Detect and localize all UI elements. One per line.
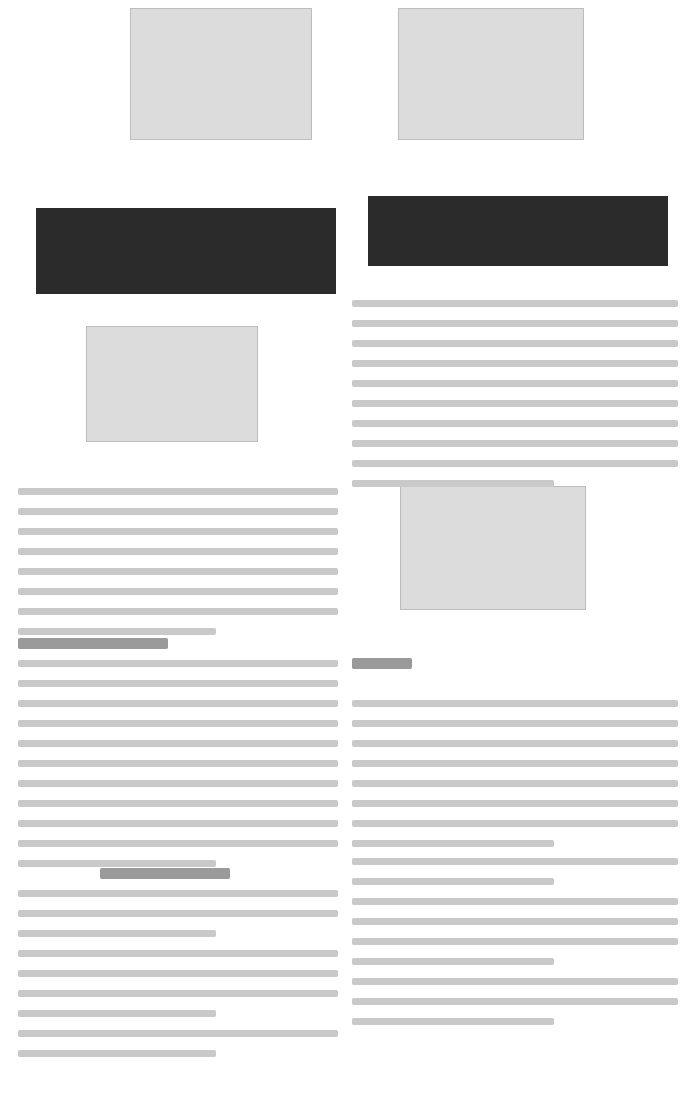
- figure-4a-placeholder: [130, 8, 312, 140]
- figure-5-photo-placeholder: [36, 208, 336, 294]
- figure-7-photo-placeholder: [368, 196, 668, 266]
- figure-6-placeholder: [86, 326, 258, 442]
- figure-4b-placeholder: [398, 8, 584, 140]
- references-heading: [100, 868, 230, 879]
- body-text-left-2: [18, 660, 338, 880]
- figure-8-placeholder: [400, 486, 586, 610]
- references-left: [18, 890, 338, 1070]
- section-heading-2-3: [18, 638, 168, 649]
- references-right: [352, 858, 678, 1038]
- body-text-left: [18, 488, 338, 648]
- section-heading-3: [352, 658, 412, 669]
- conclusion-text: [352, 700, 678, 860]
- body-text-right: [352, 300, 678, 500]
